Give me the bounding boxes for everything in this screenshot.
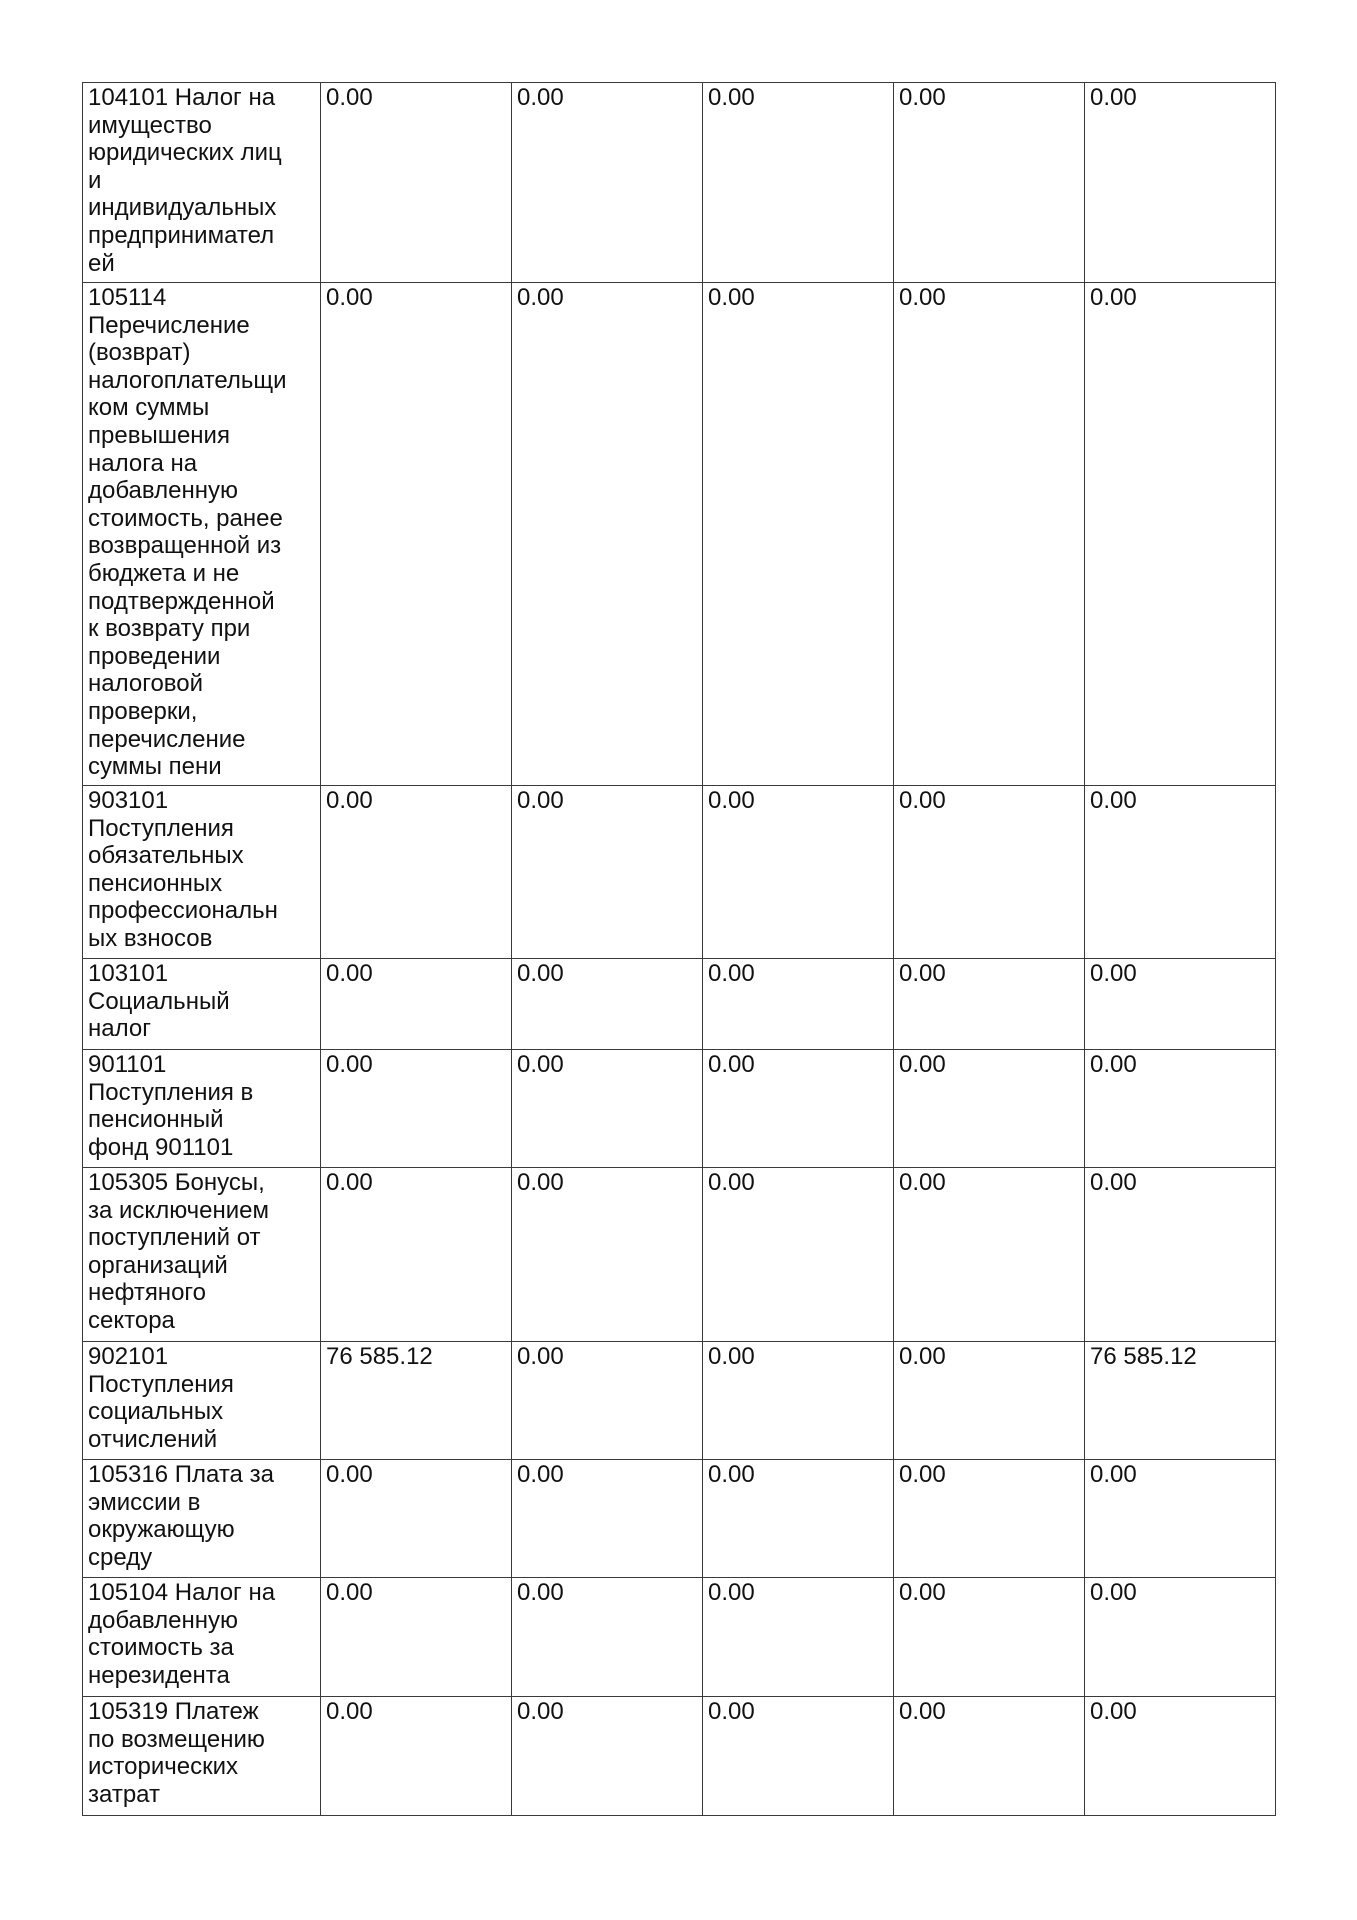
description-line: возвращенной из: [88, 532, 282, 560]
description-line: 104101 Налог на: [88, 84, 276, 111]
description-line: затрат: [88, 1780, 160, 1808]
value-cell-3: 0.00: [703, 1168, 894, 1342]
description-line: 901101: [88, 1051, 167, 1078]
description-cell: [83, 1342, 321, 1460]
description-line: Поступления: [88, 814, 234, 842]
value-cell-4: 0.00: [894, 959, 1085, 1050]
description-line: перечисление: [88, 725, 246, 753]
value-cell-2: 0.00: [512, 959, 703, 1050]
description-line: суммы пени: [88, 753, 222, 781]
description-line: проведении: [88, 642, 221, 670]
value-cell-2: 0.00: [512, 1460, 703, 1578]
description-cell: [83, 1050, 321, 1168]
description-cell: [83, 959, 321, 1050]
value-cell-2: 0.00: [512, 1050, 703, 1168]
description-line: ых взносов: [88, 924, 213, 952]
description-line: социальных: [88, 1398, 224, 1426]
description-line: обязательных: [88, 842, 244, 870]
value-cell-4: 0.00: [894, 1342, 1085, 1460]
description-line: 105319 Платеж: [88, 1698, 259, 1725]
table-row: [83, 959, 1276, 1050]
value-cell-5: 0.00: [1085, 959, 1276, 1050]
table-row: [83, 1697, 1276, 1816]
value-cell-1: 0.00: [321, 1050, 512, 1168]
description-line: налога на: [88, 449, 198, 477]
table-row: [83, 1460, 1276, 1578]
value-cell-4: 0.00: [894, 1578, 1085, 1697]
value-cell-2: 0.00: [512, 1168, 703, 1342]
description-line: 105305 Бонусы,: [88, 1169, 265, 1196]
description-line: налоговой: [88, 670, 204, 698]
table-row: [83, 1168, 1276, 1342]
value-cell-1: 0.00: [321, 83, 512, 283]
value-cell-1: 0.00: [321, 1578, 512, 1697]
description-line: проверки,: [88, 697, 198, 725]
value-cell-5: 0.00: [1085, 1697, 1276, 1816]
description-line: предпринимател: [88, 221, 275, 249]
description-line: 105316 Плата за: [88, 1461, 274, 1488]
description-cell: [83, 283, 321, 786]
table-row: [83, 1578, 1276, 1697]
description-line: пенсионный: [88, 1106, 224, 1134]
description-line: Перечисление: [88, 311, 250, 339]
value-cell-5: 76 585.12: [1085, 1342, 1276, 1460]
value-cell-2: 0.00: [512, 283, 703, 786]
value-cell-4: 0.00: [894, 1168, 1085, 1342]
description-line: профессиональн: [88, 897, 278, 925]
description-line: эмиссии в: [88, 1488, 201, 1516]
value-cell-1: 0.00: [321, 1697, 512, 1816]
description-line: ком суммы: [88, 394, 210, 422]
value-cell-3: 0.00: [703, 1697, 894, 1816]
description-line: окружающую: [88, 1516, 235, 1544]
description-line: исторических: [88, 1753, 238, 1781]
description-line: Социальный: [88, 987, 230, 1015]
value-cell-1: 76 585.12: [321, 1342, 512, 1460]
value-cell-5: 0.00: [1085, 786, 1276, 959]
value-cell-1: 0.00: [321, 786, 512, 959]
value-cell-4: 0.00: [894, 1460, 1085, 1578]
description-line: 105104 Налог на: [88, 1579, 276, 1606]
value-cell-3: 0.00: [703, 786, 894, 959]
description-line: фонд 901101: [88, 1133, 234, 1161]
value-cell-3: 0.00: [703, 1050, 894, 1168]
tax-payments-table: [82, 82, 1276, 1816]
value-cell-5: 0.00: [1085, 1578, 1276, 1697]
description-cell: [83, 786, 321, 959]
table-row: [83, 1050, 1276, 1168]
description-line: отчислений: [88, 1425, 218, 1453]
value-cell-3: 0.00: [703, 83, 894, 283]
value-cell-4: 0.00: [894, 786, 1085, 959]
description-line: бюджета и не: [88, 559, 240, 587]
value-cell-1: 0.00: [321, 1460, 512, 1578]
description-cell: [83, 83, 321, 283]
description-line: стоимость за: [88, 1634, 234, 1662]
value-cell-5: 0.00: [1085, 1168, 1276, 1342]
description-line: превышения: [88, 421, 230, 449]
description-line: 903101: [88, 787, 169, 814]
value-cell-5: 0.00: [1085, 283, 1276, 786]
table-row: [83, 283, 1276, 786]
description-cell: [83, 1168, 321, 1342]
description-line: индивидуальных: [88, 194, 277, 222]
description-line: и: [88, 166, 102, 194]
description-line: 105114: [88, 284, 167, 311]
description-line: ей: [88, 249, 115, 277]
value-cell-2: 0.00: [512, 1578, 703, 1697]
description-line: налог: [88, 1015, 151, 1043]
value-cell-3: 0.00: [703, 1342, 894, 1460]
value-cell-1: 0.00: [321, 1168, 512, 1342]
value-cell-2: 0.00: [512, 83, 703, 283]
description-line: организаций: [88, 1251, 228, 1279]
description-line: 902101: [88, 1343, 169, 1370]
value-cell-4: 0.00: [894, 83, 1085, 283]
description-line: нефтяного: [88, 1279, 206, 1307]
description-line: нерезидента: [88, 1661, 230, 1689]
description-line: (возврат): [88, 339, 191, 367]
value-cell-1: 0.00: [321, 283, 512, 786]
description-line: пенсионных: [88, 869, 223, 897]
value-cell-3: 0.00: [703, 1460, 894, 1578]
value-cell-4: 0.00: [894, 1697, 1085, 1816]
description-cell: [83, 1697, 321, 1816]
description-line: стоимость, ранее: [88, 504, 283, 532]
value-cell-1: 0.00: [321, 959, 512, 1050]
description-line: 103101: [88, 960, 169, 987]
value-cell-2: 0.00: [512, 1697, 703, 1816]
value-cell-2: 0.00: [512, 786, 703, 959]
value-cell-4: 0.00: [894, 1050, 1085, 1168]
value-cell-4: 0.00: [894, 283, 1085, 786]
table-body: [83, 83, 1276, 1816]
table-row: [83, 1342, 1276, 1460]
table-row: [83, 786, 1276, 959]
description-line: сектора: [88, 1306, 175, 1334]
description-line: Поступления: [88, 1370, 234, 1398]
description-line: налогоплательщи: [88, 366, 287, 394]
description-line: по возмещению: [88, 1725, 265, 1753]
value-cell-3: 0.00: [703, 1578, 894, 1697]
description-line: к возврату при: [88, 615, 251, 643]
description-line: имущество: [88, 111, 212, 139]
description-cell: [83, 1578, 321, 1697]
value-cell-5: 0.00: [1085, 83, 1276, 283]
description-cell: [83, 1460, 321, 1578]
description-line: юридических лиц: [88, 139, 282, 167]
table-row: [83, 83, 1276, 283]
value-cell-2: 0.00: [512, 1342, 703, 1460]
value-cell-3: 0.00: [703, 283, 894, 786]
value-cell-5: 0.00: [1085, 1460, 1276, 1578]
value-cell-3: 0.00: [703, 959, 894, 1050]
description-line: среду: [88, 1543, 153, 1571]
description-line: за исключением: [88, 1196, 270, 1224]
description-line: добавленную: [88, 1606, 238, 1634]
value-cell-5: 0.00: [1085, 1050, 1276, 1168]
description-line: Поступления в: [88, 1078, 254, 1106]
description-line: подтвержденной: [88, 587, 275, 615]
description-line: добавленную: [88, 477, 238, 505]
description-line: поступлений от: [88, 1224, 261, 1252]
